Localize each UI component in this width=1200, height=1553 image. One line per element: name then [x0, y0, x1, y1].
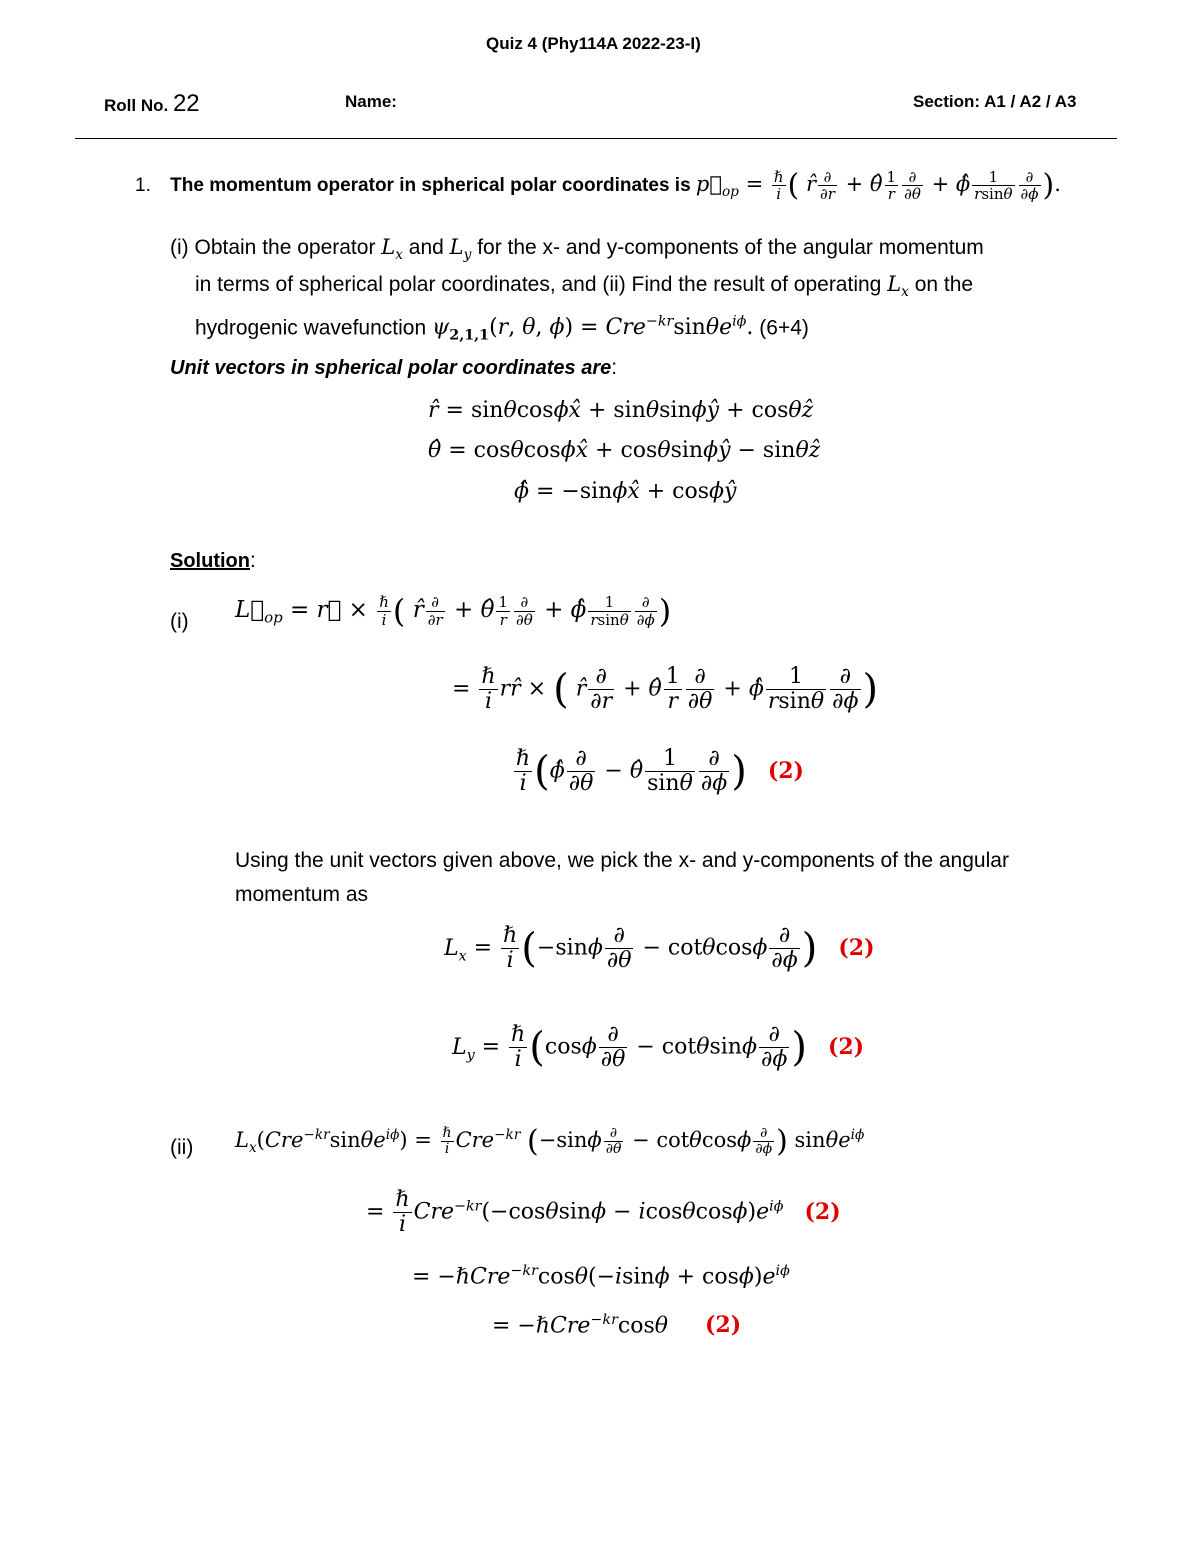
roll-number: 22: [172, 90, 200, 117]
question-1-line: [135, 168, 1061, 203]
lx-operation-eq-2: = $\frac{\text{ℏ}}{i}$ $Cre^{-kr}(-\cos\theta\sin\phi - icos\theta\cos\phi)e^{i\phi}$ (2): [366, 1187, 841, 1238]
lx-equation: $L_x$ = $\frac{\text{ℏ}}{i}$ (−sinϕ $\frac{\partial}{\partial\theta}$ − cotθcosϕ $\frac{\partial}{\partial\phi}$ ) (2): [444, 923, 875, 974]
mark-2: (2): [838, 934, 875, 961]
part-i-text: (i) Obtain the operator: [170, 236, 376, 259]
unit-vector-r: r̂ = sinθcosϕx̂ + sinθsinϕŷ + cosθẑ: [428, 398, 814, 423]
part-ii-text: in terms of spherical polar coordinates, and (ii) Find the result of operating: [195, 273, 882, 296]
momentum-operator-formula: $p⃗_{op}$ = $\frac{\text{ℏ}}{i}$ ( r̂ $\frac{\partial}{\partial r}$ + θ̂ $\frac{1}{r}$ $\frac{\partial}{\partial\theta}$ + ϕ̂ $\frac{1}{rsin\theta}$ $\frac{\partial}{\partial\phi}$ ).: [695, 167, 1061, 203]
question-marks: (6+4): [759, 316, 809, 340]
header-divider: [75, 138, 1117, 139]
part-i-rest: for the x- and y-components of the angular momentum: [477, 236, 984, 259]
question-text-line-2: in terms of spherical polar coordinates, and (ii) Find the result of operating $L_x$ on the: [195, 272, 974, 301]
mark-3: (2): [827, 1033, 865, 1060]
part-i-label: (i): [170, 610, 189, 633]
mark-4: (2): [804, 1198, 841, 1225]
quiz-title: Quiz 4 (Phy114A 2022-23-I): [486, 34, 701, 53]
on-the-text: on the: [914, 273, 974, 296]
unit-vectors-heading: Unit vectors in spherical polar coordinates are:: [170, 356, 618, 379]
and-text: and: [408, 236, 444, 259]
angular-momentum-eq-1: $L⃗_{op}$ = r⃗ × $\frac{\text{ℏ}}{i}$ ( r̂ $\frac{\partial}{\partial r}$ + θ̂ $\frac{1}{r}$ $\frac{\partial}{\partial\theta}$ + ϕ̂ $\frac{1}{rsin\theta}$ $\frac{\partial}{\partial\phi}$ ): [235, 592, 672, 630]
name-label: Name:: [345, 92, 397, 111]
question-number: 1.: [135, 175, 151, 196]
lx-operation-eq-3: = −ℏCre$^{-kr}$cosθ(−isinϕ + $\cos\phi)e^{i\phi}$: [412, 1263, 790, 1290]
wavefunction-text: hydrogenic wavefunction: [195, 316, 427, 340]
lx-operation-eq-4: = −ℏCre$^{-kr}$cosθ (2): [492, 1312, 742, 1339]
wavefunction-formula: $\psi_{2,1,1}(r$, θ, ϕ) = Cre$^{-kr}$sinθe$^{i\phi}$.: [432, 314, 754, 344]
question-text-line-1: (i) Obtain the operator $L_x$ and $L_y$ for the x- and y-components of the angular momentum: [170, 235, 984, 264]
solution-heading: Solution:: [170, 549, 256, 572]
question-text-line-3: [195, 304, 809, 355]
angular-momentum-eq-2: = $\frac{\text{ℏ}}{i}$ rr̂ × ( r̂ $\frac{\partial}{\partial r}$ + θ̂ $\frac{1}{r}$ $\frac{\partial}{\partial\theta}$ + ϕ̂ $\frac{1}{rsin\theta}$ $\frac{\partial}{\partial\phi}$ ): [452, 664, 879, 715]
unit-vector-phi: ϕ̂ = −sinϕx̂ + cosϕŷ: [514, 479, 737, 504]
solution-text-1: Using the unit vectors given above, we pick the x- and y-components of the angular: [235, 849, 1009, 872]
lx-operation-eq-1: $L_x(Cre^{-kr}\sin\theta e^{i\phi})$ = $\frac{\text{ℏ}}{i}$ Cre$^{-kr}$ (−sinϕ $\frac{\partial}{\partial\theta}$ − cotθcosϕ $\frac{\partial}{\partial\phi}$ ) sinθe$^{i\phi}$: [235, 1124, 865, 1159]
section-label: Section: A1 / A2 / A3: [913, 92, 1077, 111]
mark-1: (2): [767, 757, 804, 784]
angular-momentum-eq-3: $\frac{\text{ℏ}}{i}$ (ϕ̂ $\frac{\partial}{\partial\theta}$ − θ̂ $\frac{1}{\sin\theta}$ $\frac{\partial}{\partial\phi}$ ) (2): [516, 746, 804, 797]
mark-5: (2): [705, 1312, 742, 1339]
solution-text-2: momentum as: [235, 883, 369, 906]
ly-equation: $L_y$ = $\frac{\text{ℏ}}{i}$ (cosϕ $\frac{\partial}{\partial\theta}$ − cotθsinϕ $\frac{\partial}{\partial\phi}$ ) (2): [452, 1022, 865, 1073]
roll-no-field: [104, 90, 200, 118]
roll-no-label: Roll No.: [104, 96, 169, 115]
unit-vector-theta: θ̂ = cosθcosϕx̂ + cosθsinϕŷ − sinθẑ: [428, 438, 821, 463]
part-ii-label: (ii): [170, 1136, 194, 1159]
question-intro: The momentum operator in spherical polar coordinates is: [170, 175, 691, 196]
